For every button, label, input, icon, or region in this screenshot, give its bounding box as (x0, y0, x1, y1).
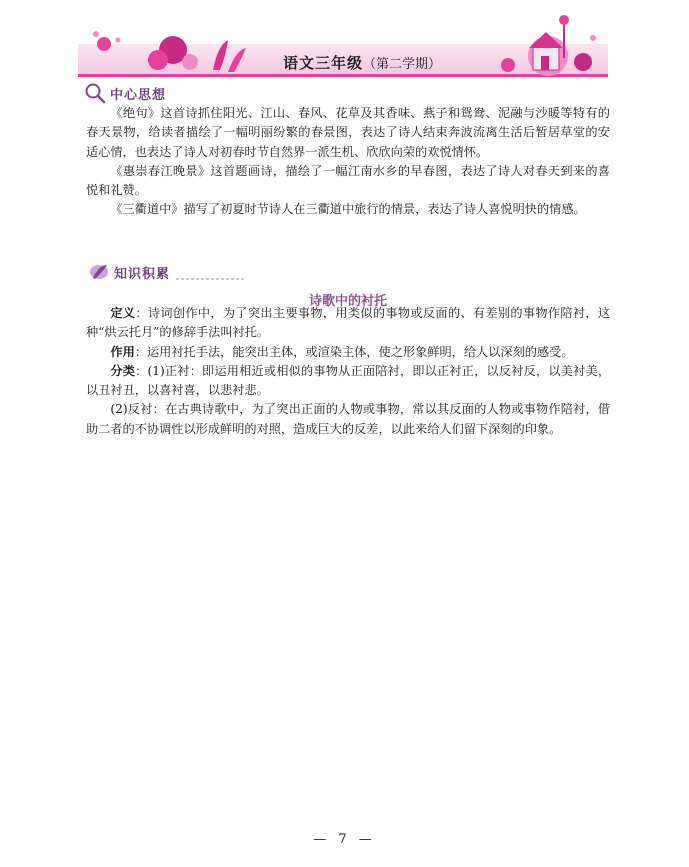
knowledge-title: 诗歌中的衬托 (308, 294, 387, 309)
page-header (78, 10, 608, 78)
paragraph: 《绝句》这首诗抓住阳光、江山、春风、花草及其香味、燕子和鸳鸯、泥融与沙暖等特有的春天景物，给读者描绘了一幅明丽纷繁的春景图，表达了诗人结束奔波流离生活后暂居草堂的安适心情，也表达了诗人对初春时节自然界一派生机、欣欣向荣的欢悦情怀。 (86, 106, 610, 159)
effect-item (86, 343, 610, 362)
central-idea-label: 中心思想 (110, 87, 167, 103)
heading-underline (176, 277, 246, 281)
quill-icon (88, 261, 110, 283)
term-label: 定义 (110, 306, 136, 320)
term-label: 分类 (110, 363, 136, 378)
header-title-sub: （第二学期） (363, 57, 442, 72)
definition-item (86, 304, 610, 343)
central-idea-body (86, 104, 610, 220)
term-text: ：诗词创作中，为了突出主要事物，用类似的事物或反面的、有差别的事物作陪衬，这种“烘云托月”的修辞手法叫衬托。 (86, 306, 611, 340)
paragraph: 《惠崇春江晚景》这首题画诗，描绘了一幅江南水乡的早春图，表达了诗人对春天到来的喜悦和礼赞。 (86, 163, 610, 198)
paragraph: 《三衢道中》描写了初夏时节诗人在三衢道中旅行的情景，表达了诗人喜悦明快的情感。 (110, 202, 586, 217)
category-item-2 (86, 400, 610, 439)
central-idea-heading (84, 80, 166, 106)
knowledge-label: 知识积累 (114, 266, 171, 282)
page-number: — 7 — (313, 832, 376, 847)
knowledge-body (86, 304, 610, 439)
term-label: 作用 (110, 344, 135, 359)
knowledge-heading (88, 259, 246, 285)
term-text: (2)反衬：在古典诗歌中，为了突出正面的人物或事物，常以其反面的人物或事物作陪衬，借助二者的不协调性以形成鲜明的对照，造成巨大的反差，以此来给人们留下深刻的印象。 (86, 402, 610, 436)
magnifier-icon (84, 82, 106, 104)
header-title-main: 语文三年级 (283, 54, 364, 72)
term-text: ：(1)正衬：即运用相近或相似的事物从正面陪衬，即以正衬正，以反衬反，以美衬美，以丑衬丑，以喜衬喜，以悲衬悲。 (86, 363, 611, 398)
category-item (86, 362, 610, 401)
term-text: ：运用衬托手法，能突出主体，或渲染主体，使之形象鲜明，给人以深刻的感受。 (134, 344, 574, 359)
header-title (283, 52, 441, 73)
